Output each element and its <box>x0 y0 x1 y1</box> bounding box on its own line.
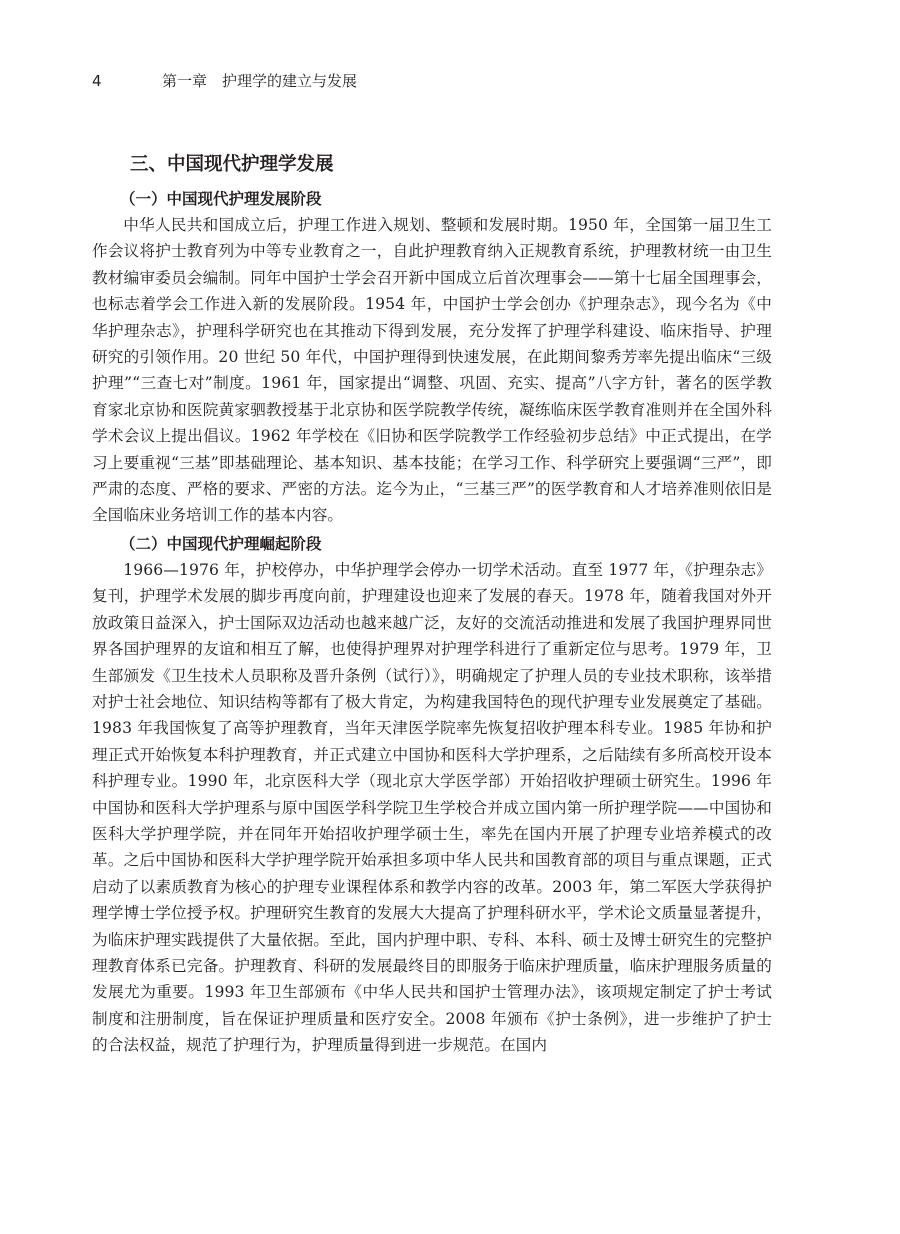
subsection-heading-1: （一）中国现代护理发展阶段 <box>120 190 322 208</box>
subsection-heading-2: （二）中国现代护理崛起阶段 <box>120 534 322 553</box>
chapter-title: 第一章 护理学的建立与发展 <box>162 72 358 90</box>
body-paragraph-1: 中华人民共和国成立后，护理工作进入规划、整顿和发展时期。1950 年，全国第一届卫生工作会议将护士教育列为中等专业教育之一，自此护理教育纳入正规教育系统，护理教材统一由卫生教材编审委员会编制。同年中国护士学会召开新中国成立后首次理事会——第十七届全国理事会，也标志着学会工作进入新的发展阶段。1954 年，中国护士学会创办《护理杂志》，现今名为《中华护理杂志》，护理科学研究也在其推动下得到发展，充分发挥了护理学科建设、临床指导、护理研究的引领作用。20 世纪 50 年代，中国护理得到快速发展，在此期间黎秀芳率先提出临床“三级护理”“三查七对”制度。1961 年，国家提出“调整、巩固、充实、提高”八字方针，著名的医学教育家北京协和医院黄家驷教授基于北京协和医学院教学传统，凝练临床医学教育准则并在全国外科学术会议上提出倡议。1962 年学校在《旧协和医学院教学工作经验初步总结》中正式提出，在学习上要重视“三基”即基础理论、基本知识、基本技能；在学习工作、科学研究上要强调“三严”，即严肃的态度、严格的要求、严密的方法。迄今为止，“三基三严”的医学教育和人才培养准则依旧是全国临床业务培训工作的基本内容。 <box>92 216 772 525</box>
section-heading: 三、中国现代护理学发展 <box>130 154 334 175</box>
page-number: 4 <box>92 72 102 90</box>
running-header <box>92 70 357 94</box>
page-body <box>92 148 772 1059</box>
body-paragraph-2: 1966—1976 年，护校停办，中华护理学会停办一切学术活动。直至 1977 年，《护理杂志》复刊，护理学术发展的脚步再度向前，护理建设也迎来了发展的春天。1978 年，随着我国对外开放政策日益深入，护士国际双边活动也越来越广泛，友好的交流活动推进和发展了我国护理界同世界各国护理界的友谊和相互了解，也使得护理界对护理学科进行了重新定位与思考。1979 年，卫生部颁发《卫生技术人员职称及晋升条例（试行）》，明确规定了护理人员的专业技术职称，该举措对护士社会地位、知识结构等都有了极大肯定，为构建我国特色的现代护理专业发展奠定了基础。1983 年我国恢复了高等护理教育，当年天津医学院率先恢复招收护理本科专业。1985 年协和护理正式开始恢复本科护理教育，并正式建立中国协和医科大学护理系，之后陆续有多所高校开设本科护理专业。1990 年，北京医科大学（现北京大学医学部）开始招收护理硕士研究生。1996 年中国协和医科大学护理系与原中国医学科学院卫生学校合并成立国内第一所护理学院——中国协和医科大学护理学院，并在同年开始招收护理学硕士生，率先在国内开展了护理专业培养模式的改革。之后中国协和医科大学护理学院开始承担多项中华人民共和国教育部的项目与重点课题，正式启动了以素质教育为核心的护理专业课程体系和教学内容的改革。2003 年，第二军医大学获得护理学博士学位授予权。护理研究生教育的发展大大提高了护理科研水平，学术论文质量显著提升，为临床护理实践提供了大量依据。至此，国内护理中职、专科、本科、硕士及博士研究生的完整护理教育体系已完备。护理教育、科研的发展最终目的即服务于临床护理质量，临床护理服务质量的发展尤为重要。1993 年卫生部颁布《中华人民共和国护士管理办法》，该项规定制定了护士考试制度和注册制度，旨在保证护理质量和医疗安全。2008 年颁布《护士条例》，进一步维护了护士的合法权益，规范了护理行为，护理质量得到进一步规范。在国内 <box>92 560 772 1055</box>
